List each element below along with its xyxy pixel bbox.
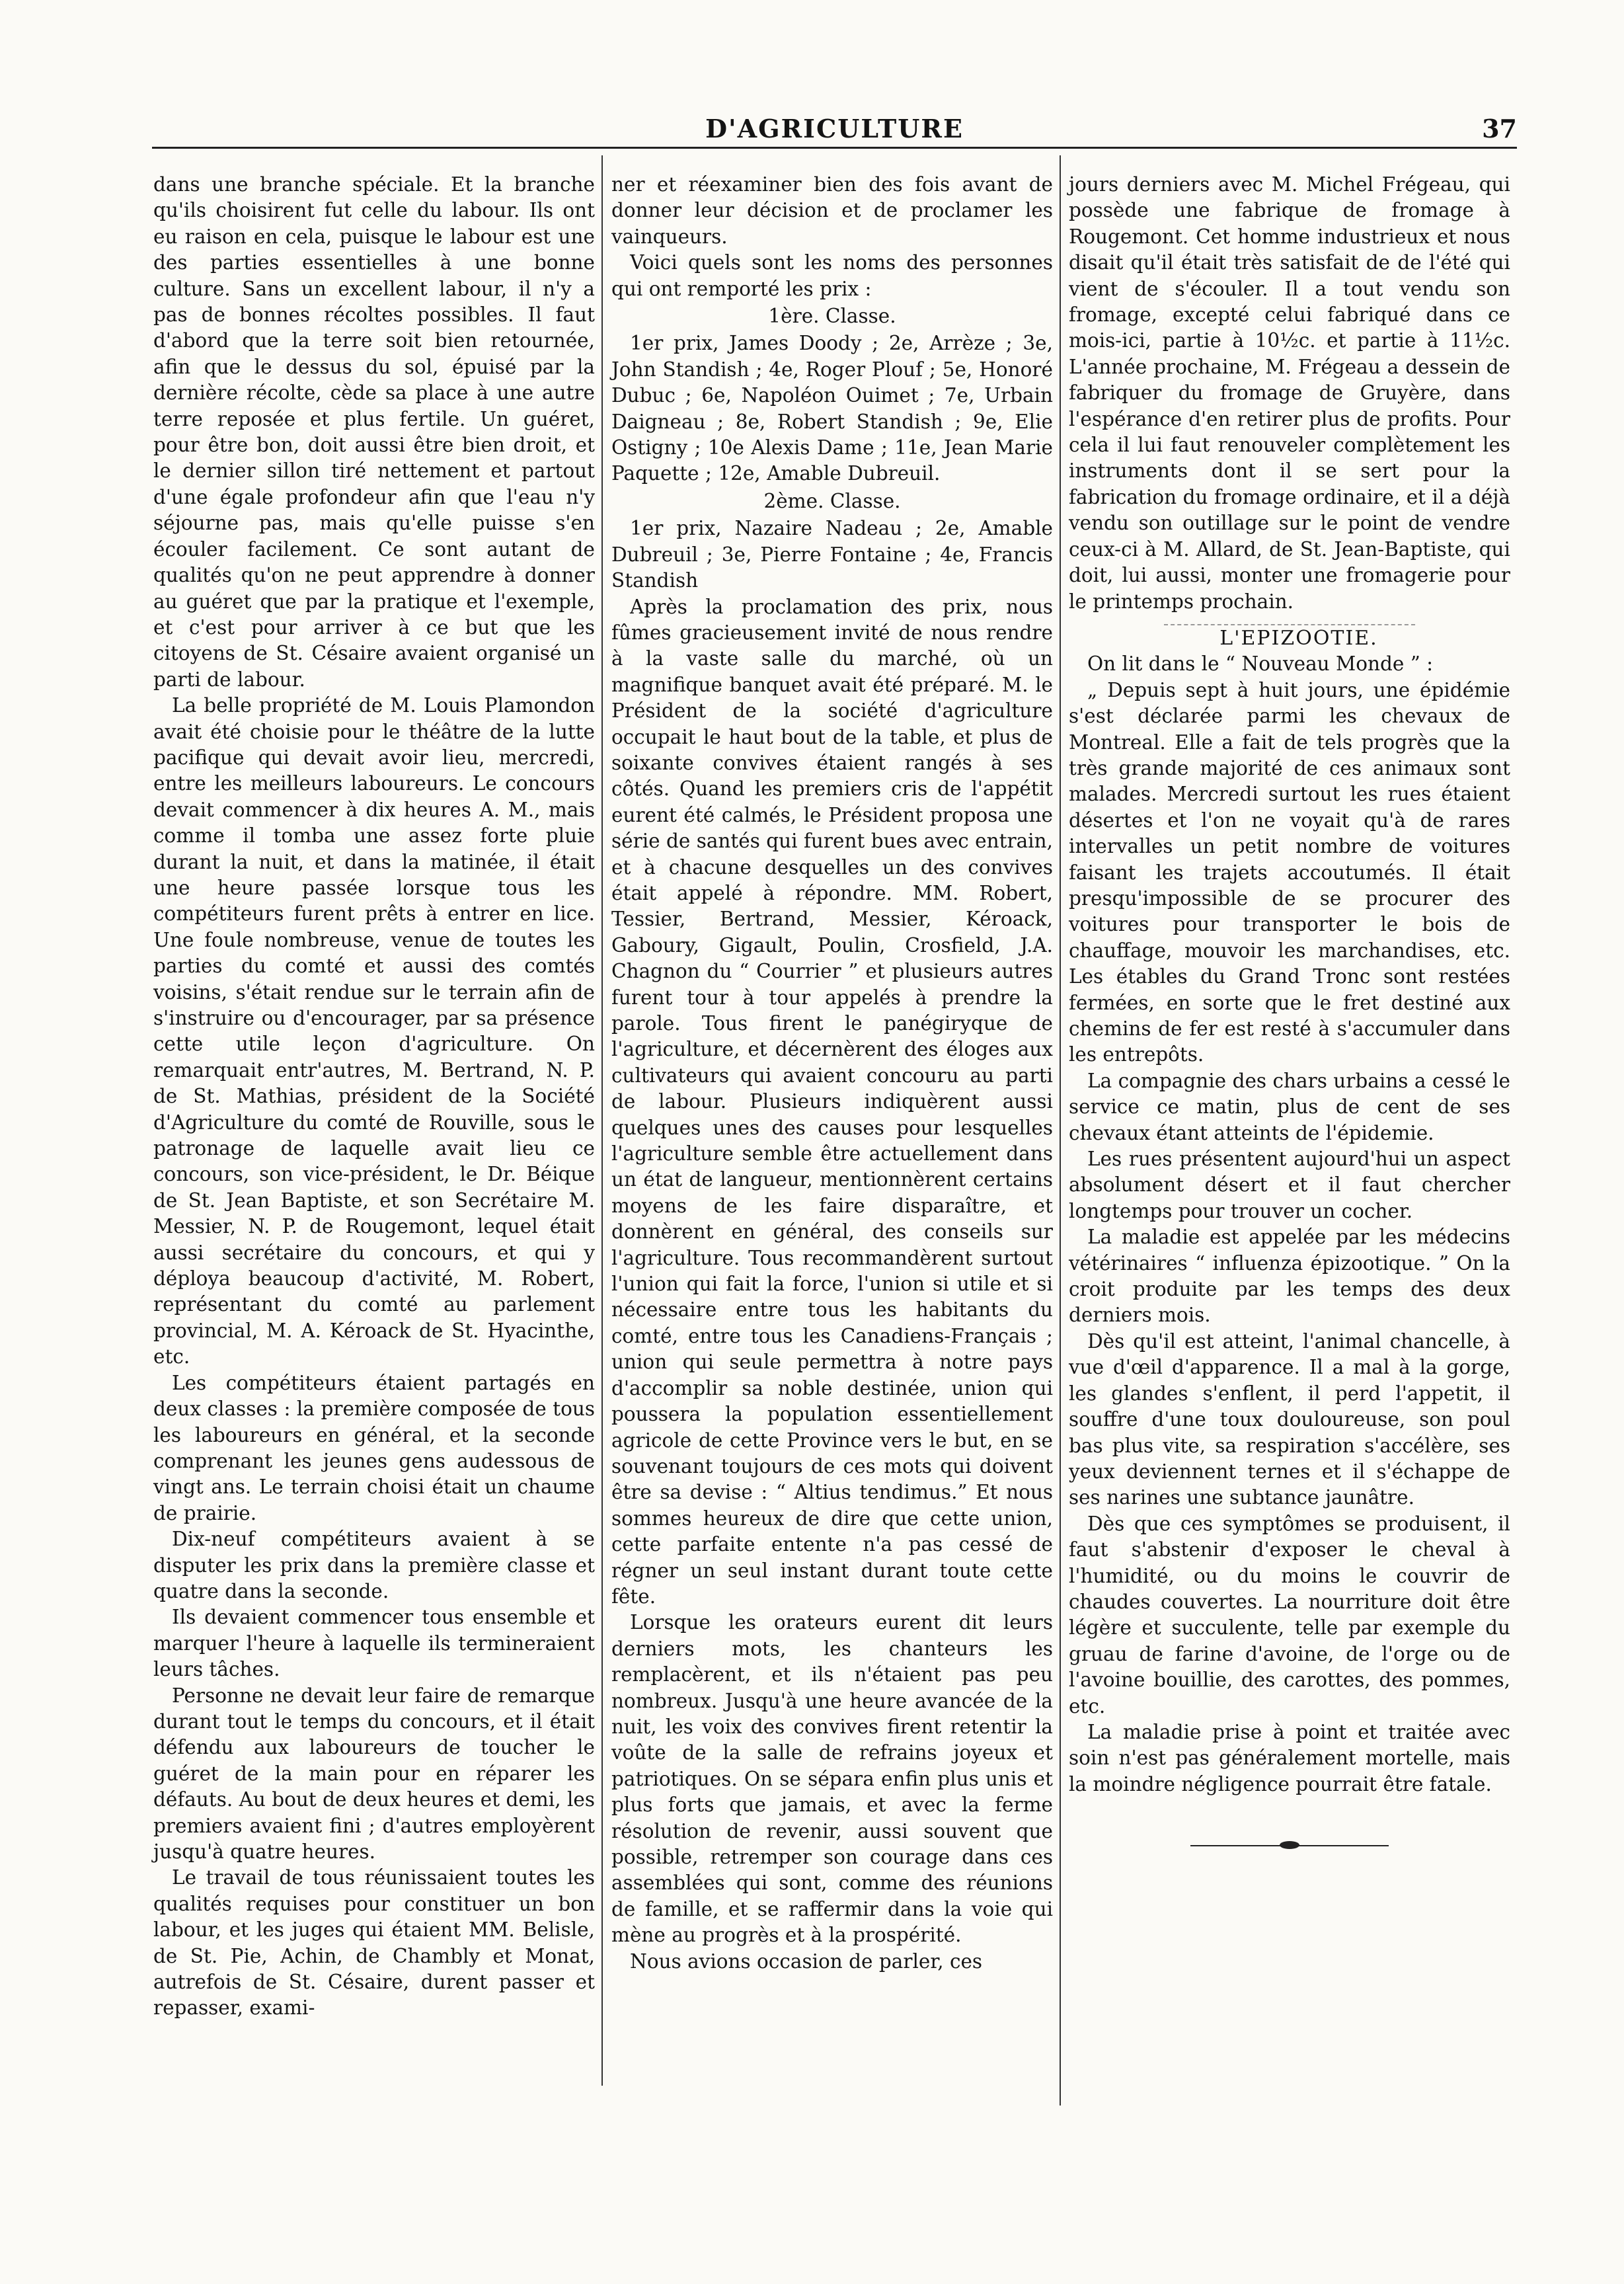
class-heading: 2ème. Classe. (763, 489, 901, 512)
paragraph: „ Depuis sept à huit jours, une épidémie s'est déclarée parmi les chevaux de Montreal. Elle a fait de tels progrès que la très grande majorité de ces animaux sont malades. Mercredi surtout les rues étaient désertes et l'on ne voyait qu'à de rares intervalles un petit nombre de voitures faisant les trajets accoutumés. Il était presqu'impossible de se procurer des voitures pour transporter le bois de chauffage, mouvoir les marchandises, etc. Les étables du Grand Tronc sont restées fermées, en sorte que le fret destiné aux chemins de fer est resté à s'accumuler dans les entrepôts. (1069, 678, 1510, 1066)
page-number: 37 (1482, 114, 1517, 143)
page-header (152, 114, 1517, 143)
prize-list: 1er prix, James Doody ; 2e, Arrèze ; 3e, John Standish ; 4e, Roger Plouf ; 5e, Honoré Dubuc ; 6e, Napoléon Ouimet ; 7e, Urbain Daigneau ; 8e, Robert Standish ; 9e, Elie Ostigny ; 10e Alexis Dame ; 11e, Jean Marie Paquette ; 12e, Amable Dubreuil. (611, 332, 1053, 485)
paragraph: La compagnie des chars urbains a cessé le service ce matin, plus de cent de ses chevaux étant atteints de l'épidemie. (1069, 1069, 1510, 1144)
paragraph: Lorsque les orateurs eurent dit leurs derniers mots, les chanteurs les remplacèrent, et ils n'étaient pas peu nombreux. Jusqu'à une heure avancée de la nuit, les voix des convives firent retentir la voûte de la salle de refrains joyeux et patriotiques. On se sépara enfin plus unis et plus forts que jamais, et avec la ferme résolution de revenir, aussi souvent que possible, retremper son courage dans ces assemblées qui sont, comme des réunions de famille, et se raffermir dans la voie qui mène au progrès et à la prospérité. (611, 1611, 1053, 1947)
end-ornament (1190, 1844, 1389, 1848)
paragraph: On lit dans le “ Nouveau Monde ” : (1087, 652, 1434, 676)
column-divider (1060, 155, 1061, 2106)
column-divider (601, 155, 603, 2086)
section-title: L'EPIZOOTIE. (1219, 626, 1378, 650)
column-right (1069, 172, 1510, 1848)
paragraph: Le travail de tous réunissaient toutes les qualités requises pour constituer un bon labour, et les juges qui étaient MM. Belisle, de St. Pie, Achin, de Chambly et Monat, autrefois de St. Césaire, durent passer et repasser, exami- (153, 1866, 595, 2020)
column-left (153, 172, 595, 2022)
paragraph: jours derniers avec M. Michel Frégeau, qui possède une fabrique de fromage à Rougemont. Cet homme industrieux et nous disait qu'il était très satisfait de de l'été qui vient de s'écouler. Il a tout vendu son fromage, excepté celui fabriqué dans ce mois-ici, partie à 10½c. et partie à 11½c. L'année prochaine, M. Frégeau a dessein de fabriquer du fromage de Gruyère, dans l'espérance d'en retirer plus de profits. Pour cela il lui faut renouveler complètement les instruments dont il se sert pour la fabrication du fromage ordinaire, et il a déjà vendu son outillage sur le point de vendre ceux-ci à M. Allard, de St. Jean-Baptiste, qui doit, lui aussi, monter une fromagerie pour le printemps prochain. (1069, 173, 1510, 613)
paragraph: Dès qu'il est atteint, l'animal chancelle, à vue d'œil d'apparence. Il a mal à la gorge, les glandes s'enflent, il perd l'appetit, il souffre d'une toux douloureuse, son poul bas plus vite, sa respiration s'accélère, ses yeux deviennent ternes et il s'échappe de ses narines une subtance jaunâtre. (1069, 1329, 1510, 1509)
paragraph: ner et réexaminer bien des fois avant de donner leur décision et de proclamer les vainqueurs. (611, 173, 1053, 248)
class-heading: 1ère. Classe. (768, 305, 896, 328)
paragraph: Après la proclamation des prix, nous fûmes gracieusement invité de nous rendre à la vaste salle du marché, où un magnifique banquet avait été préparé. M. le Président de la société d'agriculture occupait le haut bout de la table, et plus de soixante convives étaient rangés à ses côtés. Quand les premiers cris de l'appétit eurent été calmés, le Président proposa une série de santés qui furent bues avec entrain, et à chacune desquelles un des convives était appelé à répondre. MM. Robert, Tessier, Bertrand, Messier, Kéroack, Gaboury, Gigault, Poulin, Crosfield, J.A. Chagnon du “ Courrier ” et plusieurs autres furent tour à tour appelés à prendre la parole. Tous firent le panégiryque de l'agriculture, et décernèrent des éloges aux cultivateurs qui avaient concouru au parti de labour. Plusieurs indiquèrent aussi quelques unes des causes pour lesquelles l'agriculture semble être actuellement dans un état de langueur, mentionnèrent certains moyens de les faire disparaître, et donnèrent en général, des conseils sur l'agriculture. Tous recommandèrent surtout l'union qui fait la force, l'union si utile et si nécessaire entre tous les habitants du comté, entre tous les Canadiens-Français ; union qui seule permettra à notre pays d'accomplir sa noble destinée, union qui poussera la population essentiellement agricole de cette Province vers le but, en se souvenant toujours de ces mots qui doivent être sa devise : “ Altius tendimus.” Et nous sommes heureux de dire que cette union, cette parfaite entente n'a pas cessé de régner un seul instant durant toute cette fête. (611, 595, 1053, 1608)
paragraph: La belle propriété de M. Louis Plamondon avait été choisie pour le théâtre de la lutte pacifique qui devait avoir lieu, mercredi, entre les meilleurs laboureurs. Le concours devait commencer à dix heures A. M., mais comme il tomba une assez forte pluie durant la nuit, et dans la matinée, il était une heure passée lorsque tous les compétiteurs furent prêts à entrer en lice. Une foule nombreuse, venue de toutes les parties du comté et aussi des comtés voisins, s'était rendue sur le terrain afin de s'instruire ou d'encourager, par sa présence cette utile leçon d'agriculture. On remarquait entr'autres, M. Bertrand, N. P. de St. Mathias, président de la Société d'Agriculture du comté de Rouville, sous le patronage de laquelle avait lieu ce concours, son vice-président, le Dr. Béique de St. Jean Baptiste, et son Secrétaire M. Messier, N. P. de Rougemont, lequel était aussi secrétaire du concours, et qui y déploya beaucoup d'activité, M. Robert, représentant du comté au parlement provincial, M. A. Kéroack de St. Hyacinthe, etc. (153, 694, 595, 1368)
paragraph: Les compétiteurs étaient partagés en deux classes : la première composée de tous les laboureurs en général, et la seconde comprenant les jeunes gens audessous de vingt ans. Le terrain choisi était un chaume de prairie. (153, 1371, 595, 1524)
paragraph: La maladie est appelée par les médecins vétérinaires “ influenza épizootique. ” On la croit produite par les temps des deux derniers mois. (1069, 1226, 1510, 1327)
paragraph: Personne ne devait leur faire de remarque durant tout le temps du concours, et il était défendu aux laboureurs de toucher le guéret de la main pour en réparer les défauts. Au bout de deux heures et demi, les premiers avaient fini ; d'autres employèrent jusqu'à quatre heures. (153, 1684, 595, 1863)
column-middle (611, 172, 1053, 1975)
paragraph: dans une branche spéciale. Et la branche qu'ils choisirent fut celle du labour. Ils ont eu raison en cela, puisque le labour est une des parties essentielles à une bonne culture. Sans un excellent labour, il n'y a pas de bonnes récoltes possibles. Il faut d'abord que la terre soit bien retournée, afin que le dessus du sol, épuisé par la dernière récolte, cède sa place à une autre terre reposée et plus fertile. Un guéret, pour être bon, doit aussi être bien droit, et le dernier sillon tiré nettement et partout d'une égale profondeur afin que l'eau n'y séjourne pas, mais qu'elle puisse s'en écouler facilement. Ce sont autant de qualités qu'on ne peut apprendre à donner au guéret que par la pratique et l'exemple, et c'est pour arriver à ce but que les citoyens de St. Césaire avaient organisé un parti de labour. (153, 173, 595, 691)
paragraph: Ils devaient commencer tous ensemble et marquer l'heure à laquelle ils termineraient leurs tâches. (153, 1606, 595, 1681)
running-title: D'AGRICULTURE (705, 114, 964, 143)
paragraph: Voici quels sont les noms des personnes qui ont remporté les prix : (611, 251, 1053, 300)
prize-list: 1er prix, Nazaire Nadeau ; 2e, Amable Dubreuil ; 3e, Pierre Fontaine ; 4e, Francis Standish (611, 517, 1053, 592)
paragraph: Dix-neuf compétiteurs avaient à se disputer les prix dans la première classe et quatre dans la seconde. (153, 1528, 595, 1602)
paragraph: Les rues présentent aujourd'hui un aspect absolument désert et il faut chercher longtemps pour trouver un cocher. (1069, 1148, 1510, 1222)
paragraph: La maladie prise à point et traitée avec soin n'est pas généralement mortelle, mais la moindre négligence pourrait être fatale. (1069, 1720, 1510, 1795)
paragraph: Dès que ces symptômes se produisent, il faut s'abstenir d'exposer le cheval à l'humidité, ou du moins le couvrir de chaudes couvertes. La nourriture doit être légère et succulente, telle par exemple du gruau de farine d'avoine, de l'orge ou de l'avoine bouillie, des carottes, des pommes, etc. (1069, 1512, 1510, 1717)
header-rule (152, 147, 1517, 149)
paragraph: Nous avions occasion de parler, ces (630, 1949, 983, 1973)
